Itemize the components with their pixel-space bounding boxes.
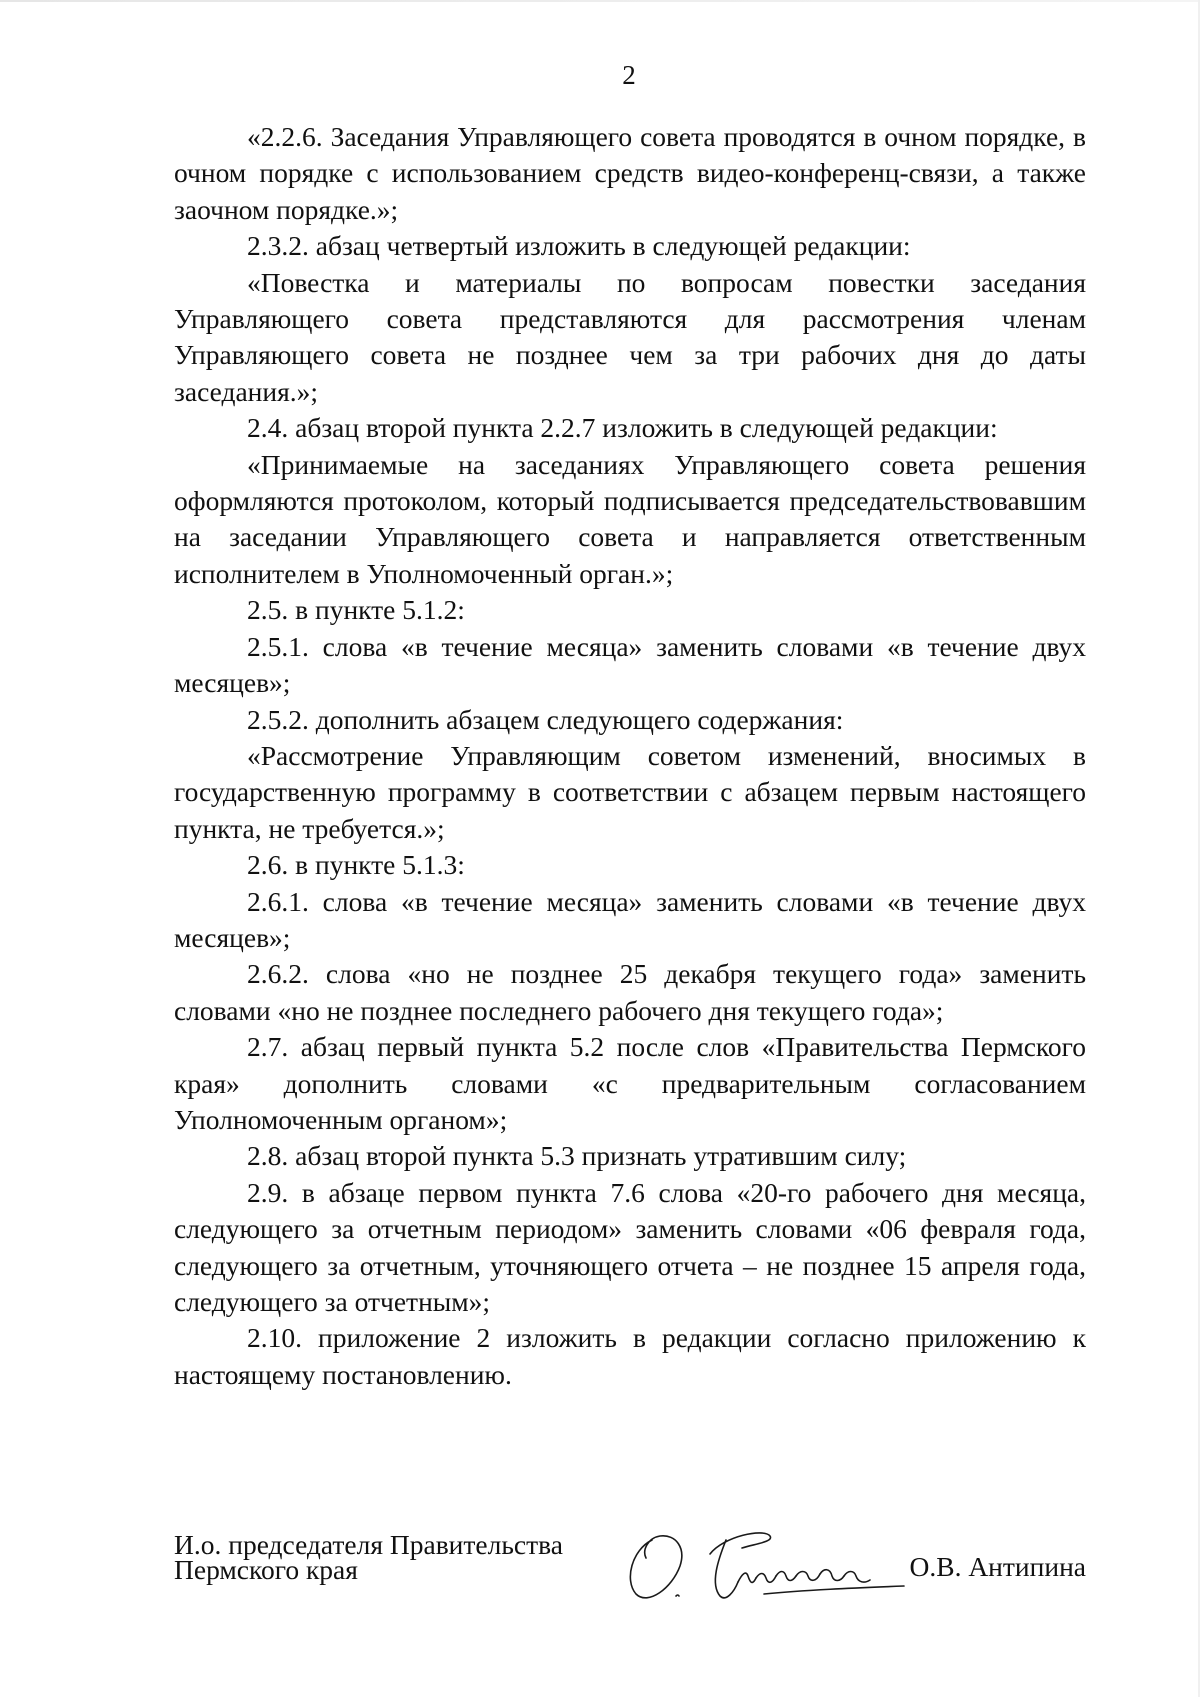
paragraph: «Принимаемые на заседаниях Управляющего совета решения оформляются протоколом, который подписывается председательствовавшим на заседании Управляющего совета и направляется ответственным исполнителем в Уполномоченный орган.»; [174,448,1086,589]
paragraph: 2.5. в пункте 5.1.2: [247,594,465,626]
paragraph: 2.6. в пункте 5.1.3: [247,849,465,881]
paragraph: «Рассмотрение Управляющим советом изменений, вносимых в государственную программу в соответствии с абзацем первым настоящего пункта, не требуется.»; [174,739,1086,844]
signer-position-line: И.о. председателя Правительства [174,1529,563,1560]
paragraph: 2.7. абзац первый пункта 5.2 после слов «Правительства Пермского края» дополнить словами «с предварительным согласованием Уполномоченным органом»; [174,1031,1086,1135]
handwritten-signature [614,1510,914,1610]
paragraph: 2.5.2. дополнить абзацем следующего содержания: [247,703,844,735]
scan-top-edge [0,0,1200,2]
signer-position [174,1529,563,1585]
document-body [174,119,1086,1393]
page-number: 2 [622,60,636,90]
paragraph: 2.6.2. слова «но не позднее 25 декабря текущего года» заменить словами «но не позднее последнего рабочего дня текущего года»; [174,958,1086,1026]
paragraph: 2.4. абзац второй пункта 2.2.7 изложить в следующей редакции: [247,412,998,444]
signer-position-line: Пермского края [174,1554,358,1585]
paragraph: 2.9. в абзаце первом пункта 7.6 слова «20-го рабочего дня месяца, следующего за отчетным периодом» заменить словами «06 февраля года, следующего за отчетным, уточняющего отчета – не позднее 15 апреля года, следующего за отчетным»; [174,1176,1086,1317]
paragraph: «2.2.6. Заседания Управляющего совета проводятся в очном порядке, в очном порядке с использованием средств видео-конференц-связи, а также заочном порядке.»; [174,121,1086,225]
paragraph: 2.6.1. слова «в течение месяца» заменить словами «в течение двух месяцев»; [174,885,1086,953]
signature-block [174,1530,1086,1620]
signer-name: О.В. Антипина [909,1551,1086,1582]
paragraph: 2.8. абзац второй пункта 5.3 признать утратившим силу; [247,1140,907,1172]
paragraph: 2.10. приложение 2 изложить в редакции согласно приложению к настоящему постановлению. [174,1322,1086,1390]
paragraph: 2.3.2. абзац четвертый изложить в следующей редакции: [247,230,911,262]
paragraph: «Повестка и материалы по вопросам повестки заседания Управляющего совета представляются для рассмотрения членам Управляющего совета не позднее чем за три рабочих дня до даты заседания.»; [174,266,1086,407]
paragraph: 2.5.1. слова «в течение месяца» заменить словами «в течение двух месяцев»; [174,630,1086,699]
